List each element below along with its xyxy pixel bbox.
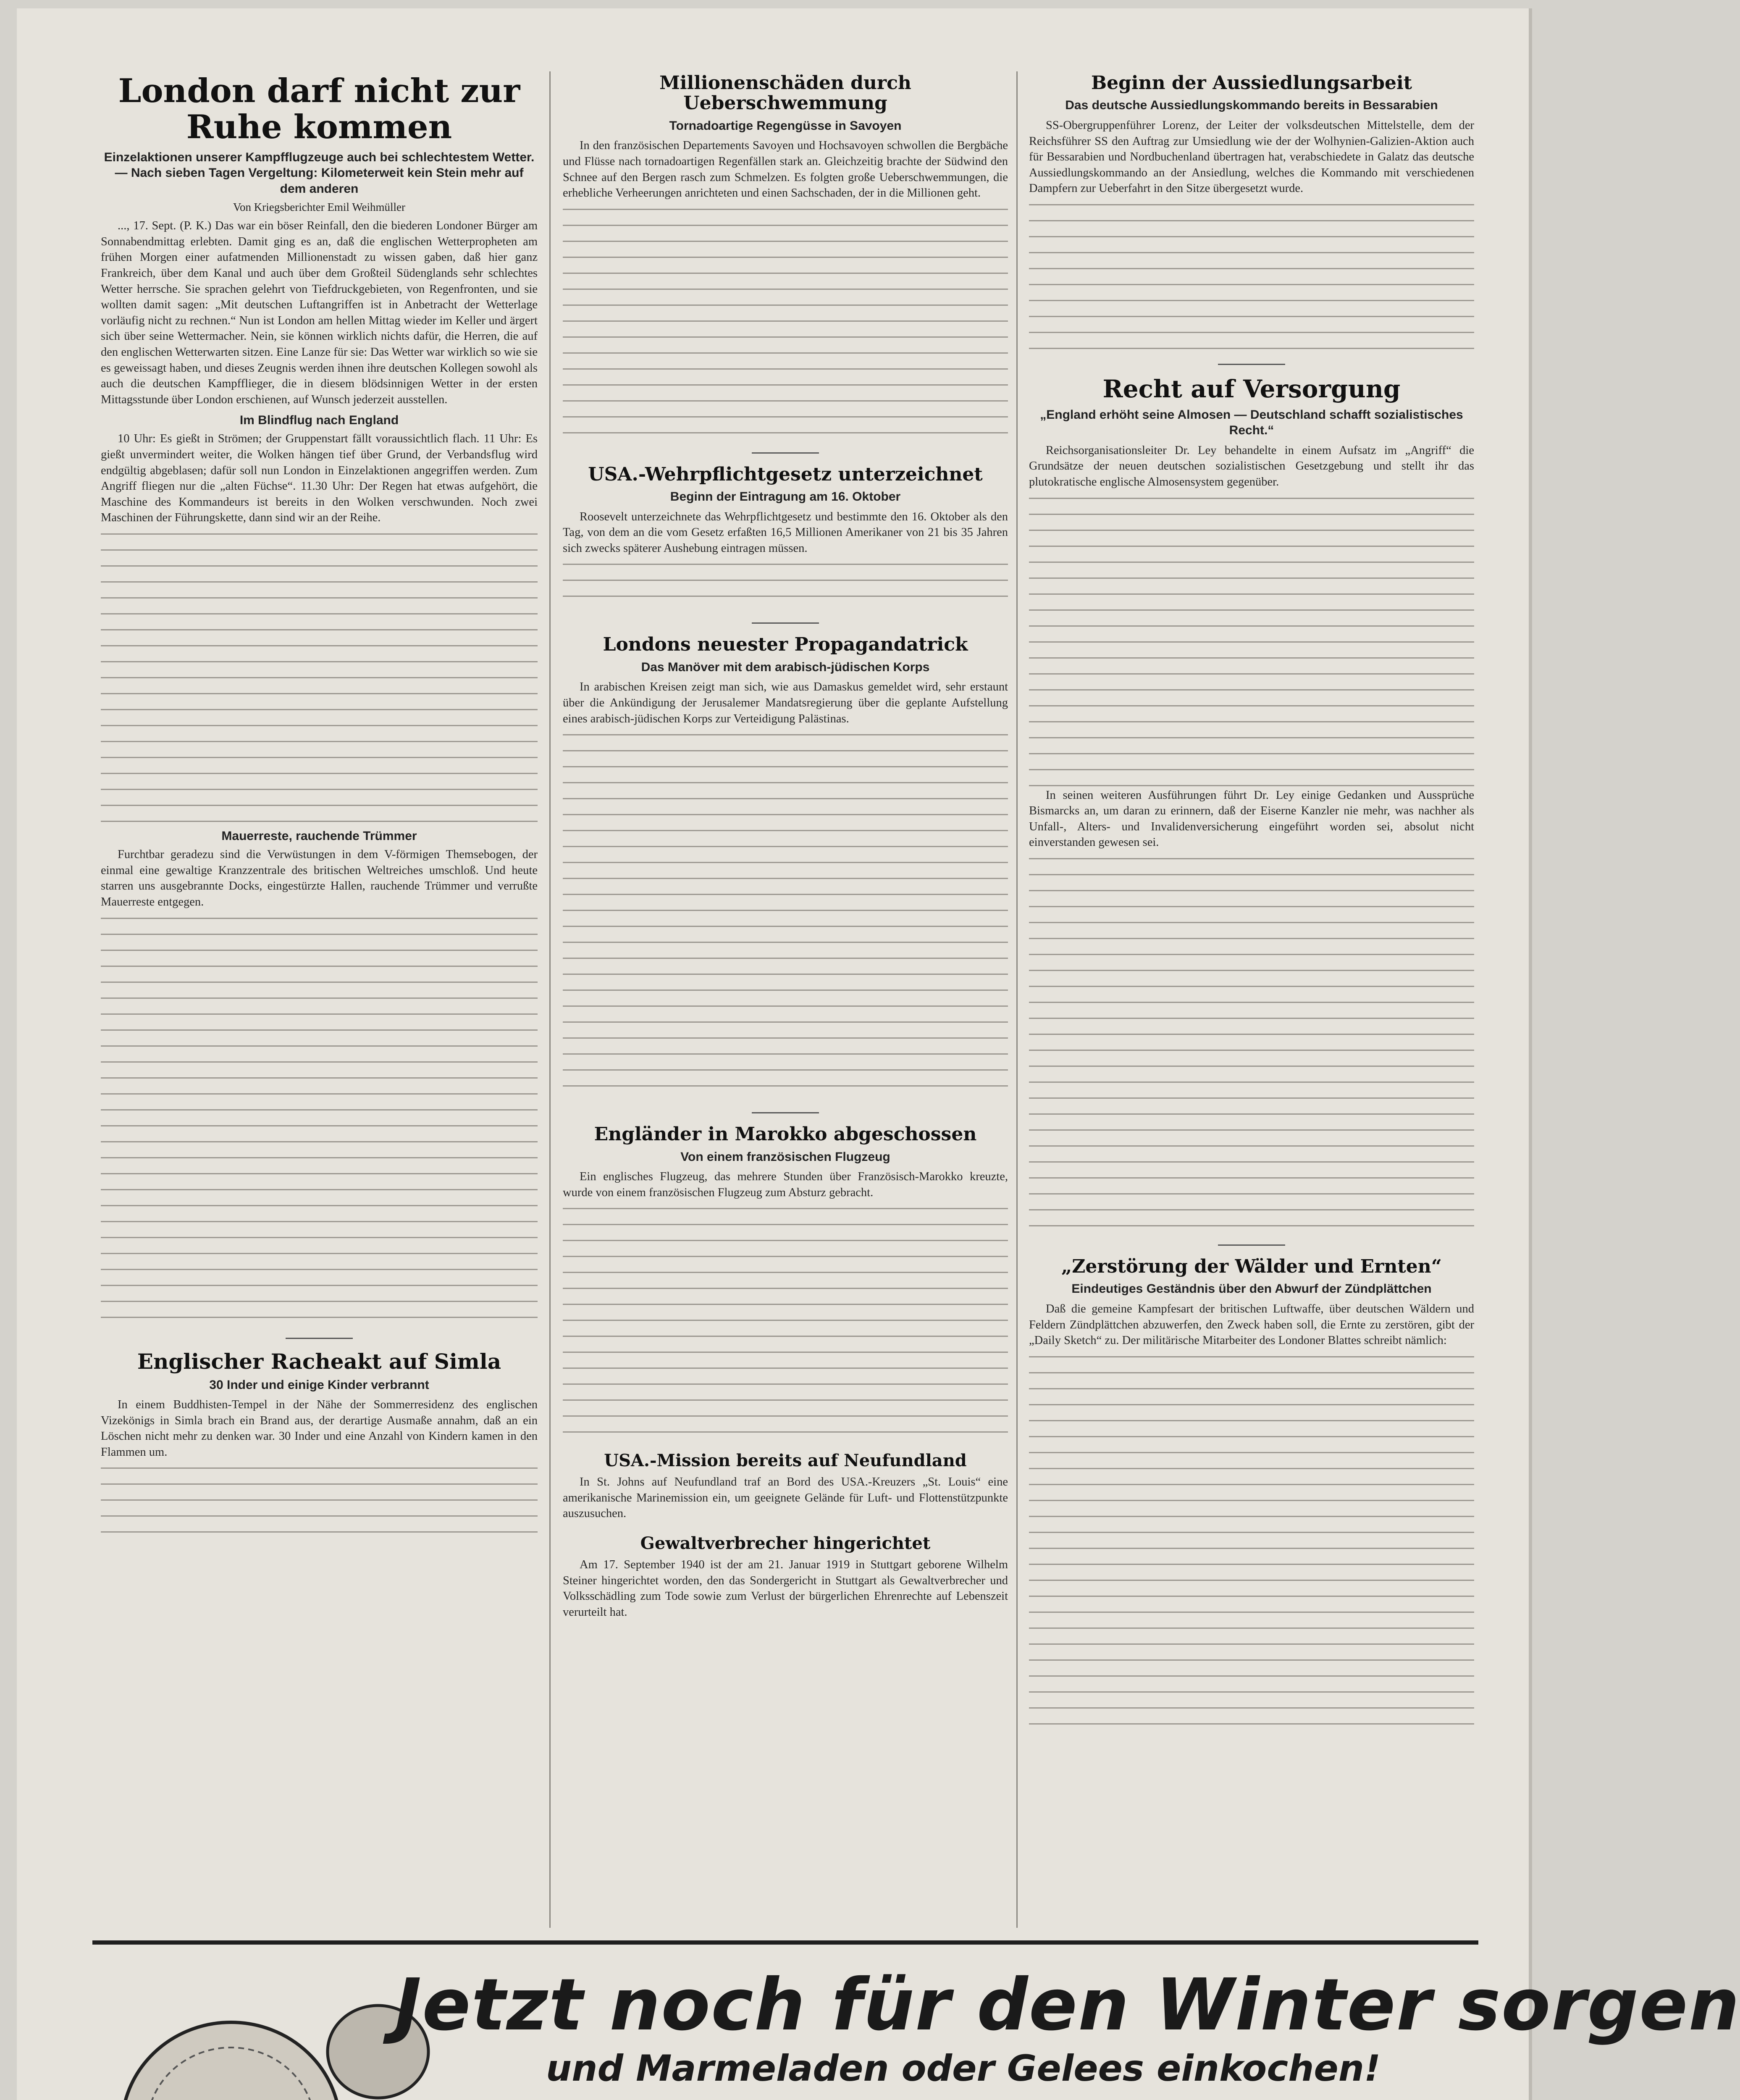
body-simla: In einem Buddhisten-Tempel in der Nähe der Sommerresidenz des englischen Vizekönigs in Simla brach ein Brand aus, der derartige Ausmaße annahm, daß an ein Löschen nicht mehr zu denken war. 30 Inder und eine Anzahl von Kindern kamen in den Flammen um. [101,1398,538,1459]
article-resettlement [1029,73,1474,351]
article-forests [1029,1257,1474,1730]
article-provision [1029,376,1474,1232]
body-morocco: Ein englisches Flugzeug, das mehrere Stunden über Französisch-Marokko kreuzte, wurde von einem französischen Flugzeug zum Absturz gebracht. [563,1170,1008,1199]
body-text-continued [563,1204,1008,1439]
deck-resettlement: Das deutsche Aussiedlungskommando bereits in Bessarabien [1065,98,1438,113]
body-flood: In den französischen Departements Savoyen und Hochsavoyen schwollen die Bergbäche und Flüsse nach tornadoartigen Regenfällen stark an. Gleichzeitig brachte der Südwind den Schnee auf den Bergen rasch zum Schmelzen. Es folgten große Ueberschwemmungen, die erhebliche Verheerungen anrichteten und einen Sachschaden, der in die Millionen geht. [563,139,1008,200]
ad-top-rule [92,1940,1478,1945]
deck-provision: „England erhöht seine Almosen — Deutschland schafft sozialistisches Recht.“ [1040,407,1463,438]
article-flood [563,73,1008,440]
headline-london: London darf nicht zur Ruhe kommen [118,72,520,146]
deck-forests: Eindeutiges Geständnis über den Abwurf der Zündplättchen [1071,1282,1432,1296]
headline-morocco: Engländer in Marokko abgeschossen [594,1124,977,1145]
headline-propaganda: Londons neuester Propagandatrick [603,634,968,656]
body-text-continued [101,529,538,823]
column-divider [549,71,551,1928]
body-text-continued [1029,494,1474,788]
subhead-mauerreste: Mauerreste, rauchende Trümmer [221,829,417,843]
headline-criminal: Gewaltverbrecher hingerichtet [640,1533,931,1554]
newspaper-page [17,8,1740,2100]
body-forests: Daß die gemeine Kampfesart der britischen Luftwaffe, über deutschen Wäldern und Feldern Zündplättchen abzuwerfen, den Zweck haben soll, die Ernte zu zerstören, gibt der „Daily Sketch“ zu. Der militärische Mitarbeiter des Londoner Blattes schreibt nämlich: [1029,1302,1474,1347]
deck-usa: Beginn der Eintragung am 16. Oktober [670,490,901,504]
body-text-continued [563,205,1008,440]
body-text-continued [563,730,1008,1100]
headline-usa: USA.-Wehrpflichtgesetz unterzeichnet [588,463,983,485]
byline-london: Von Kriegsberichter Emil Weihmüller [233,201,405,214]
headline-newfoundland: USA.-Mission bereits auf Neufundland [604,1451,967,1471]
headline-flood: Millionenschäden durch Ueberschwemmung [659,72,911,114]
headline-provision: Recht auf Versorgung [1102,374,1401,403]
ad-subheadline: und Marmeladen oder Gelees einkochen! [546,2048,1381,2090]
deck-flood: Tornadoartige Regengüsse in Savoyen [669,118,902,133]
article-criminal [563,1534,1008,1620]
end-rule [752,1112,819,1113]
body-usa: Roosevelt unterzeichnete das Wehrpflichtgesetz und bestimmte den 16. Oktober als den Tag, von dem an die vom Gesetz erfaßten 16,5 Millionen Amerikaner von 21 bis 35 Jahren sich zwecks späterer Aushebung eintragen müssen. [563,510,1008,555]
body-text-continued [1029,1352,1474,1730]
article-morocco [563,1124,1008,1439]
body-text-continued [101,914,538,1325]
body-text-continued [101,1463,538,1539]
body-criminal: Am 17. September 1940 ist der am 21. Januar 1919 in Stuttgart geborene Wilhelm Steiner hingerichtet worden, den das Sondergericht in Stuttgart als Gewaltverbrecher und Volksschädling zum Tode sowie zum Verlust der bürgerlichen Ehrenrechte auf Lebenszeit verurteilt hat. [563,1558,1008,1619]
ad-headline: Jetzt noch für den Winter sorgen [395,1964,1740,2047]
column-right [1029,67,1474,1928]
deck-simla: 30 Inder und einige Kinder verbrannt [209,1378,429,1392]
deck-london: Einzelaktionen unserer Kampfflugzeuge auch bei schlechtestem Wetter. — Nach sieben Tagen Vergeltung: Kilometerweit kein Stein mehr auf dem anderen [104,150,535,196]
column-middle [563,67,1008,1928]
end-rule [1218,1244,1285,1246]
body-provision-2: In seinen weiteren Ausführungen führt Dr. Ley einige Gedanken und Aussprüche Bismarcks an, um daran zu erinnern, daß der Eiserne Kanzler nie mehr, was nachher als Unfall-, Alters- und Invalidenversicherung eingeführt worden sei, absolut nicht einverstanden gewesen sei. [1029,788,1474,849]
end-rule [752,452,819,454]
article-usa [563,465,1008,610]
headline-resettlement: Beginn der Aussiedlungsarbeit [1091,72,1412,94]
body-london-1: ..., 17. Sept. (P. K.) Das war ein böser Reinfall, den die biederen Londoner Bürger am Sonnabendmittag erlebten. Damit ging es an, daß die englischen Wetterpropheten am frühen Morgen einer aufatmenden Millionenstadt zu wissen gaben, daß hier ganz Frankreich, über dem Kanal und auch über dem Großteil Südenglands sehr schlechtes Wetter herrsche. Sie sprachen gelehrt von Tiefdruckgebieten, von Regenfronten, und sie wollten damit sagen: „Mit deutschen Luftangriffen ist in Anbetracht der Wetterlage vorläufig nicht zu rechnen.“ Nun ist London am hellen Mittag wieder im Keller und ärgert sich über seine Wettermacher. Nein, sie können wirklich nichts dafür, die Herren, die auf den englischen Wetterwarten sitzen. Eine Lanze für sie: Das Wetter war wirklich so wie sie es geweissagt haben, und dieses Zeugnis werden ihnen ihre deutschen Kollegen sowohl als auch die deutschen Kampfflieger, die in diesem blödsinnigen Wetter in der ersten Mittagsstunde über London erschienen, auf Wunsch jederzeit ausstellen. [101,219,538,406]
headline-simla: Englischer Racheakt auf Simla [137,1349,501,1374]
body-text-continued [1029,854,1474,1232]
headline-forests: „Zerstörung der Wälder und Ernten“ [1061,1256,1442,1277]
article-simla [101,1350,538,1539]
body-provision-1: Reichsorganisationsleiter Dr. Ley behandelte in einem Aufsatz im „Angriff“ die Grundsätze der neuen deutschen sozialistischen Gesetzgebung und stellt ihr das plutokratische englische Almosensystem gegenüber. [1029,444,1474,488]
column-left [101,67,538,1928]
column-divider [1016,71,1018,1928]
body-london-2: 10 Uhr: Es gießt in Strömen; der Gruppenstart fällt voraussichtlich flach. 11 Uhr: Es gießt unvermindert weiter, die Wolken hängen tief über Grund, der Verbandsflug wird endgültig abgeblasen; dafür soll nun London in Einzelaktionen angegriffen werden. Zum Angriff fliegen nur die „alten Füchse“. 11.30 Uhr: Der Regen hat etwas aufgehört, die Maschine des Kommandeurs ist bereits in den Wolken verschwunden. Noch zwei Maschinen der Führungskette, dann sind wir an der Reihe. [101,432,538,525]
body-propaganda: In arabischen Kreisen zeigt man sich, wie aus Damaskus gemeldet wird, sehr erstaunt über die Ankündigung der Jerusalemer Mandatsregierung über die geplante Aufstellung eines arabisch-jüdischen Korps zur Verteidigung Palästinas. [563,680,1008,725]
subhead-blindflug: Im Blindflug nach England [239,413,399,428]
body-london-3: Furchtbar geradezu sind die Verwüstungen in dem V-förmigen Themsebogen, der einmal eine gewaltige Kranzzentrale des britischen Weltreiches umschloß. Und heute starren uns ausgebrannte Docks, eingestürzte Hallen, rauchende Trümmer und verrußte Mauerreste entgegen. [101,848,538,908]
deck-morocco: Von einem französischen Flugzeug [680,1150,890,1164]
article-newfoundland [563,1452,1008,1522]
body-text-continued [563,559,1008,610]
article-london [101,73,538,1325]
end-rule [286,1338,353,1339]
end-rule [1218,364,1285,365]
body-text-continued [1029,200,1474,351]
end-rule [752,622,819,624]
oetker-advertisement [92,1947,1740,2100]
body-resettlement: SS-Obergruppenführer Lorenz, der Leiter der volksdeutschen Mittelstelle, dem der Reichsführer SS den Auftrag zur Umsiedlung wie der der Wolhynien-Galizien-Aktion auch für Bessarabien und Nordbuchenland übertragen hat, verabschiedete in Galatz das deutsche Aussiedlungskommando an der Ansiedlung, welches die Kommando mit verschiedenen Dampfern zur Ueberfahrt in den Sitze übergesetzt wurde. [1029,118,1474,195]
body-newfoundland: In St. Johns auf Neufundland traf an Bord des USA.-Kreuzers „St. Louis“ eine amerikanische Marinemission ein, um geeignete Gelände für Luft- und Flottenstützpunkte auszusuchen. [563,1475,1008,1520]
article-propaganda [563,635,1008,1100]
deck-propaganda: Das Manöver mit dem arabisch-jüdischen Korps [641,660,930,674]
